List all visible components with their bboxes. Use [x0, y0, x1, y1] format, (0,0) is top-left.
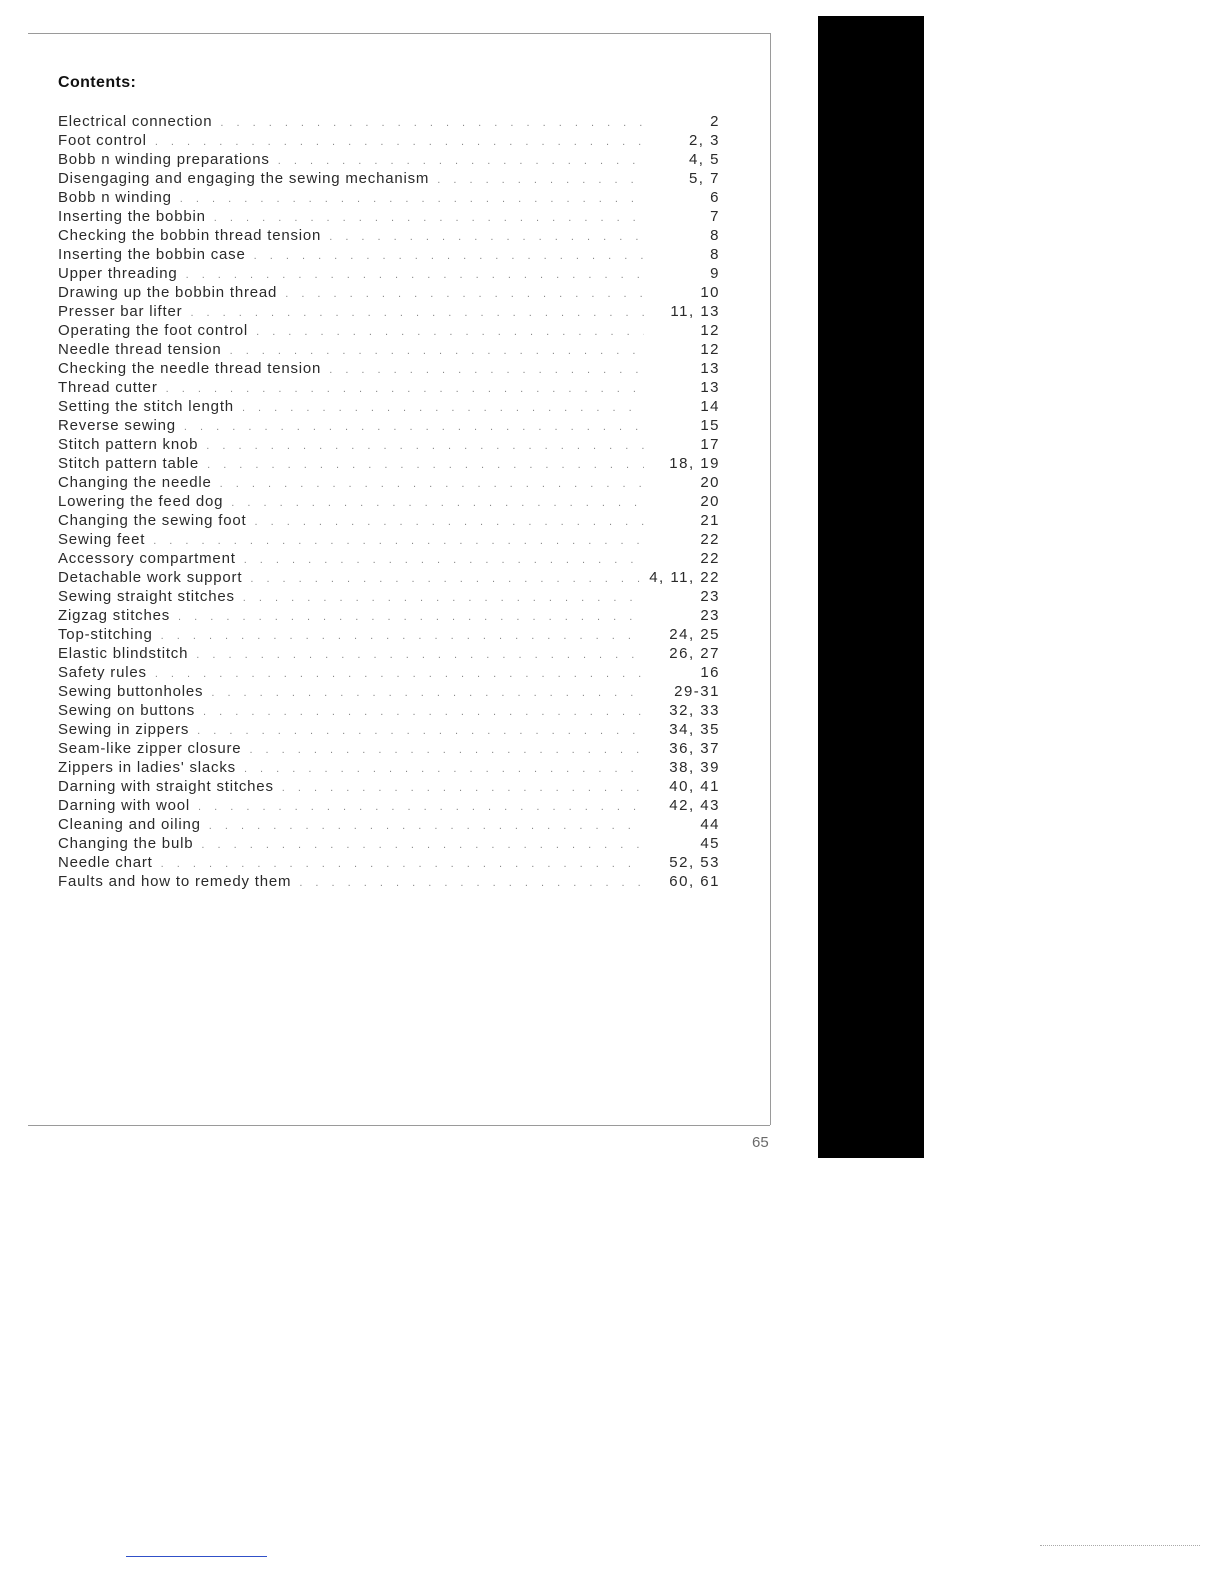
- toc-entry-page: 20: [700, 474, 720, 491]
- toc-entry: [58, 720, 720, 739]
- toc-entry-page: 7: [710, 208, 720, 225]
- toc-entry: [58, 739, 720, 758]
- toc-entry-page: 34, 35: [669, 721, 720, 738]
- toc-entry-title: Elastic blindstitch: [58, 645, 189, 662]
- toc-entry-title: Upper threading: [58, 265, 178, 282]
- toc-entry: [58, 625, 720, 644]
- toc-entry-page: 44: [700, 816, 720, 833]
- toc-entry-page: 24, 25: [669, 626, 720, 643]
- toc-entry: [58, 568, 720, 587]
- page-frame-top-rule: [28, 33, 770, 34]
- dot-leader: [220, 475, 644, 494]
- toc-entry-title: Detachable work support: [58, 569, 243, 586]
- toc-entry-page: 36, 37: [669, 740, 720, 757]
- dot-leader: [180, 190, 644, 209]
- toc-entry: [58, 530, 720, 549]
- toc-entry: [58, 758, 720, 777]
- dot-leader: [220, 114, 644, 133]
- toc-entry-page: 22: [700, 550, 720, 567]
- toc-entry-title: Inserting the bobbin: [58, 208, 206, 225]
- toc-entry: [58, 131, 720, 150]
- toc-entry-page: 4, 5: [688, 151, 720, 168]
- toc-entry-title: Seam-like zipper closure: [58, 740, 242, 757]
- toc-entry: [58, 872, 720, 891]
- toc-entry-title: Lowering the feed dog: [58, 493, 224, 510]
- toc-entry-page: 16: [700, 664, 720, 681]
- toc-entry-page: 11, 13: [670, 303, 720, 320]
- dot-leader: [285, 285, 644, 304]
- toc-entry-title: Checking the bobbin thread tension: [58, 227, 322, 244]
- contents-heading: Contents:: [58, 74, 137, 91]
- toc-entry-title: Presser bar lifter: [58, 303, 183, 320]
- toc-entry-page: 6: [710, 189, 720, 206]
- dot-leader: [201, 836, 644, 855]
- toc-entry-title: Zigzag stitches: [58, 607, 171, 624]
- toc-entry: [58, 264, 720, 283]
- toc-entry-title: Zippers in ladies' slacks: [58, 759, 236, 776]
- toc-entry: [58, 853, 720, 872]
- dot-leader: [231, 494, 644, 513]
- toc-entry: [58, 606, 720, 625]
- toc-entry-title: Setting the stitch length: [58, 398, 234, 415]
- toc-entry: [58, 283, 720, 302]
- dot-leader: [198, 798, 644, 817]
- toc-entry: [58, 777, 720, 796]
- toc-entry-page: 20: [700, 493, 720, 510]
- toc-entry-page: 40, 41: [669, 778, 720, 795]
- toc-entry-title: Foot control: [58, 132, 147, 149]
- toc-entry-page: 8: [710, 227, 720, 244]
- toc-entry-title: Changing the needle: [58, 474, 212, 491]
- toc-entry-page: 15: [700, 417, 720, 434]
- dot-leader: [184, 418, 644, 437]
- dot-leader: [249, 741, 644, 760]
- dot-leader: [254, 247, 644, 266]
- toc-entry-title: Thread cutter: [58, 379, 158, 396]
- page-frame-right-rule: [770, 33, 771, 1125]
- toc-entry: [58, 796, 720, 815]
- dot-leader: [211, 684, 644, 703]
- toc-entry-page: 38, 39: [669, 759, 720, 776]
- toc-entry: [58, 207, 720, 226]
- toc-entry-title: Accessory compartment: [58, 550, 236, 567]
- toc-entry-title: Inserting the bobbin case: [58, 246, 246, 263]
- toc-entry: [58, 549, 720, 568]
- toc-entry-title: Sewing feet: [58, 531, 146, 548]
- toc-entry-title: Stitch pattern table: [58, 455, 200, 472]
- toc-entry-title: Stitch pattern knob: [58, 436, 199, 453]
- toc-entry-page: 8: [710, 246, 720, 263]
- toc-entry-page: 26, 27: [669, 645, 720, 662]
- toc-entry-page: 21: [700, 512, 720, 529]
- toc-entry: [58, 815, 720, 834]
- toc-entry-page: 9: [710, 265, 720, 282]
- dot-leader: [256, 323, 644, 342]
- toc-entry: [58, 663, 720, 682]
- toc-entry-page: 12: [700, 341, 720, 358]
- toc-entry-page: 45: [700, 835, 720, 852]
- dot-leader: [254, 513, 644, 532]
- toc-entry-title: Needle thread tension: [58, 341, 222, 358]
- dot-leader: [197, 722, 644, 741]
- dot-leader: [242, 399, 644, 418]
- toc-entry-page: 32, 33: [669, 702, 720, 719]
- toc-entry-title: Darning with straight stitches: [58, 778, 274, 795]
- toc-entry: [58, 150, 720, 169]
- toc-entry: [58, 226, 720, 245]
- toc-entry: [58, 834, 720, 853]
- page-frame-bottom-rule: [28, 1125, 770, 1126]
- page-number: 65: [752, 1134, 769, 1151]
- toc-entry-title: Faults and how to remedy them: [58, 873, 292, 890]
- dot-leader: [282, 779, 644, 798]
- dot-leader: [437, 171, 644, 190]
- toc-entry-title: Changing the sewing foot: [58, 512, 247, 529]
- toc-entry-title: Top-stitching: [58, 626, 153, 643]
- toc-entry-page: 29-31: [674, 683, 720, 700]
- dot-leader: [178, 608, 644, 627]
- toc-entry: [58, 701, 720, 720]
- dot-leader: [250, 570, 644, 589]
- toc-entry-page: 13: [700, 360, 720, 377]
- toc-entry: [58, 302, 720, 321]
- toc-entry-page: 18, 19: [669, 455, 720, 472]
- toc-entry: [58, 378, 720, 397]
- toc-entry: [58, 587, 720, 606]
- toc-entry-page: 2, 3: [688, 132, 720, 149]
- toc-entry-page: 12: [700, 322, 720, 339]
- dot-leader: [206, 437, 644, 456]
- toc-entry-page: 2: [710, 113, 720, 130]
- toc-entry-title: Bobb n winding: [58, 189, 172, 206]
- dot-leader: [161, 627, 644, 646]
- dot-leader: [329, 228, 644, 247]
- toc-entry: [58, 492, 720, 511]
- dot-leader: [196, 646, 644, 665]
- toc-entry-page: 42, 43: [669, 797, 720, 814]
- toc-entry: [58, 416, 720, 435]
- toc-entry-page: 10: [700, 284, 720, 301]
- toc-entry: [58, 112, 720, 131]
- table-of-contents: [58, 112, 720, 891]
- corner-rule: [1040, 1545, 1200, 1546]
- toc-entry: [58, 454, 720, 473]
- toc-entry: [58, 245, 720, 264]
- dot-leader: [244, 551, 644, 570]
- toc-entry-page: 14: [700, 398, 720, 415]
- toc-entry-page: 4, 11, 22: [649, 569, 720, 586]
- toc-entry-title: Needle chart: [58, 854, 153, 871]
- toc-entry-title: Electrical connection: [58, 113, 213, 130]
- toc-entry-title: Sewing on buttons: [58, 702, 196, 719]
- dot-leader: [243, 589, 644, 608]
- toc-entry: [58, 435, 720, 454]
- dot-leader: [203, 703, 644, 722]
- toc-entry-title: Operating the foot control: [58, 322, 249, 339]
- toc-entry-page: 17: [700, 436, 720, 453]
- dot-leader: [244, 760, 644, 779]
- toc-entry: [58, 359, 720, 378]
- toc-entry-title: Sewing buttonholes: [58, 683, 204, 700]
- toc-entry: [58, 397, 720, 416]
- toc-entry-page: 22: [700, 531, 720, 548]
- footer-rule: [126, 1556, 267, 1557]
- dot-leader: [155, 665, 644, 684]
- toc-entry-title: Sewing in zippers: [58, 721, 190, 738]
- toc-entry-title: Reverse sewing: [58, 417, 176, 434]
- toc-entry: [58, 682, 720, 701]
- toc-entry-page: 23: [700, 607, 720, 624]
- toc-entry: [58, 473, 720, 492]
- toc-entry-title: Sewing straight stitches: [58, 588, 235, 605]
- dot-leader: [299, 874, 644, 893]
- toc-entry: [58, 340, 720, 359]
- dot-leader: [209, 817, 644, 836]
- toc-entry-title: Safety rules: [58, 664, 147, 681]
- toc-entry-title: Checking the needle thread tension: [58, 360, 322, 377]
- toc-entry-title: Bobb n winding preparations: [58, 151, 270, 168]
- toc-entry-title: Cleaning and oiling: [58, 816, 201, 833]
- toc-entry: [58, 169, 720, 188]
- toc-entry-title: Darning with wool: [58, 797, 190, 814]
- toc-entry-title: Disengaging and engaging the sewing mechanism: [58, 170, 430, 187]
- toc-entry-page: 23: [700, 588, 720, 605]
- toc-entry-page: 52, 53: [669, 854, 720, 871]
- toc-entry-page: 5, 7: [688, 170, 720, 187]
- toc-entry: [58, 188, 720, 207]
- dot-leader: [207, 456, 644, 475]
- dot-leader: [329, 361, 644, 380]
- toc-entry-title: Changing the bulb: [58, 835, 194, 852]
- toc-entry: [58, 511, 720, 530]
- toc-entry: [58, 644, 720, 663]
- black-thumb-tab: [818, 16, 924, 1158]
- toc-entry-page: 60, 61: [669, 873, 720, 890]
- toc-entry-page: 13: [700, 379, 720, 396]
- dot-leader: [190, 304, 644, 323]
- toc-entry: [58, 321, 720, 340]
- toc-entry-title: Drawing up the bobbin thread: [58, 284, 278, 301]
